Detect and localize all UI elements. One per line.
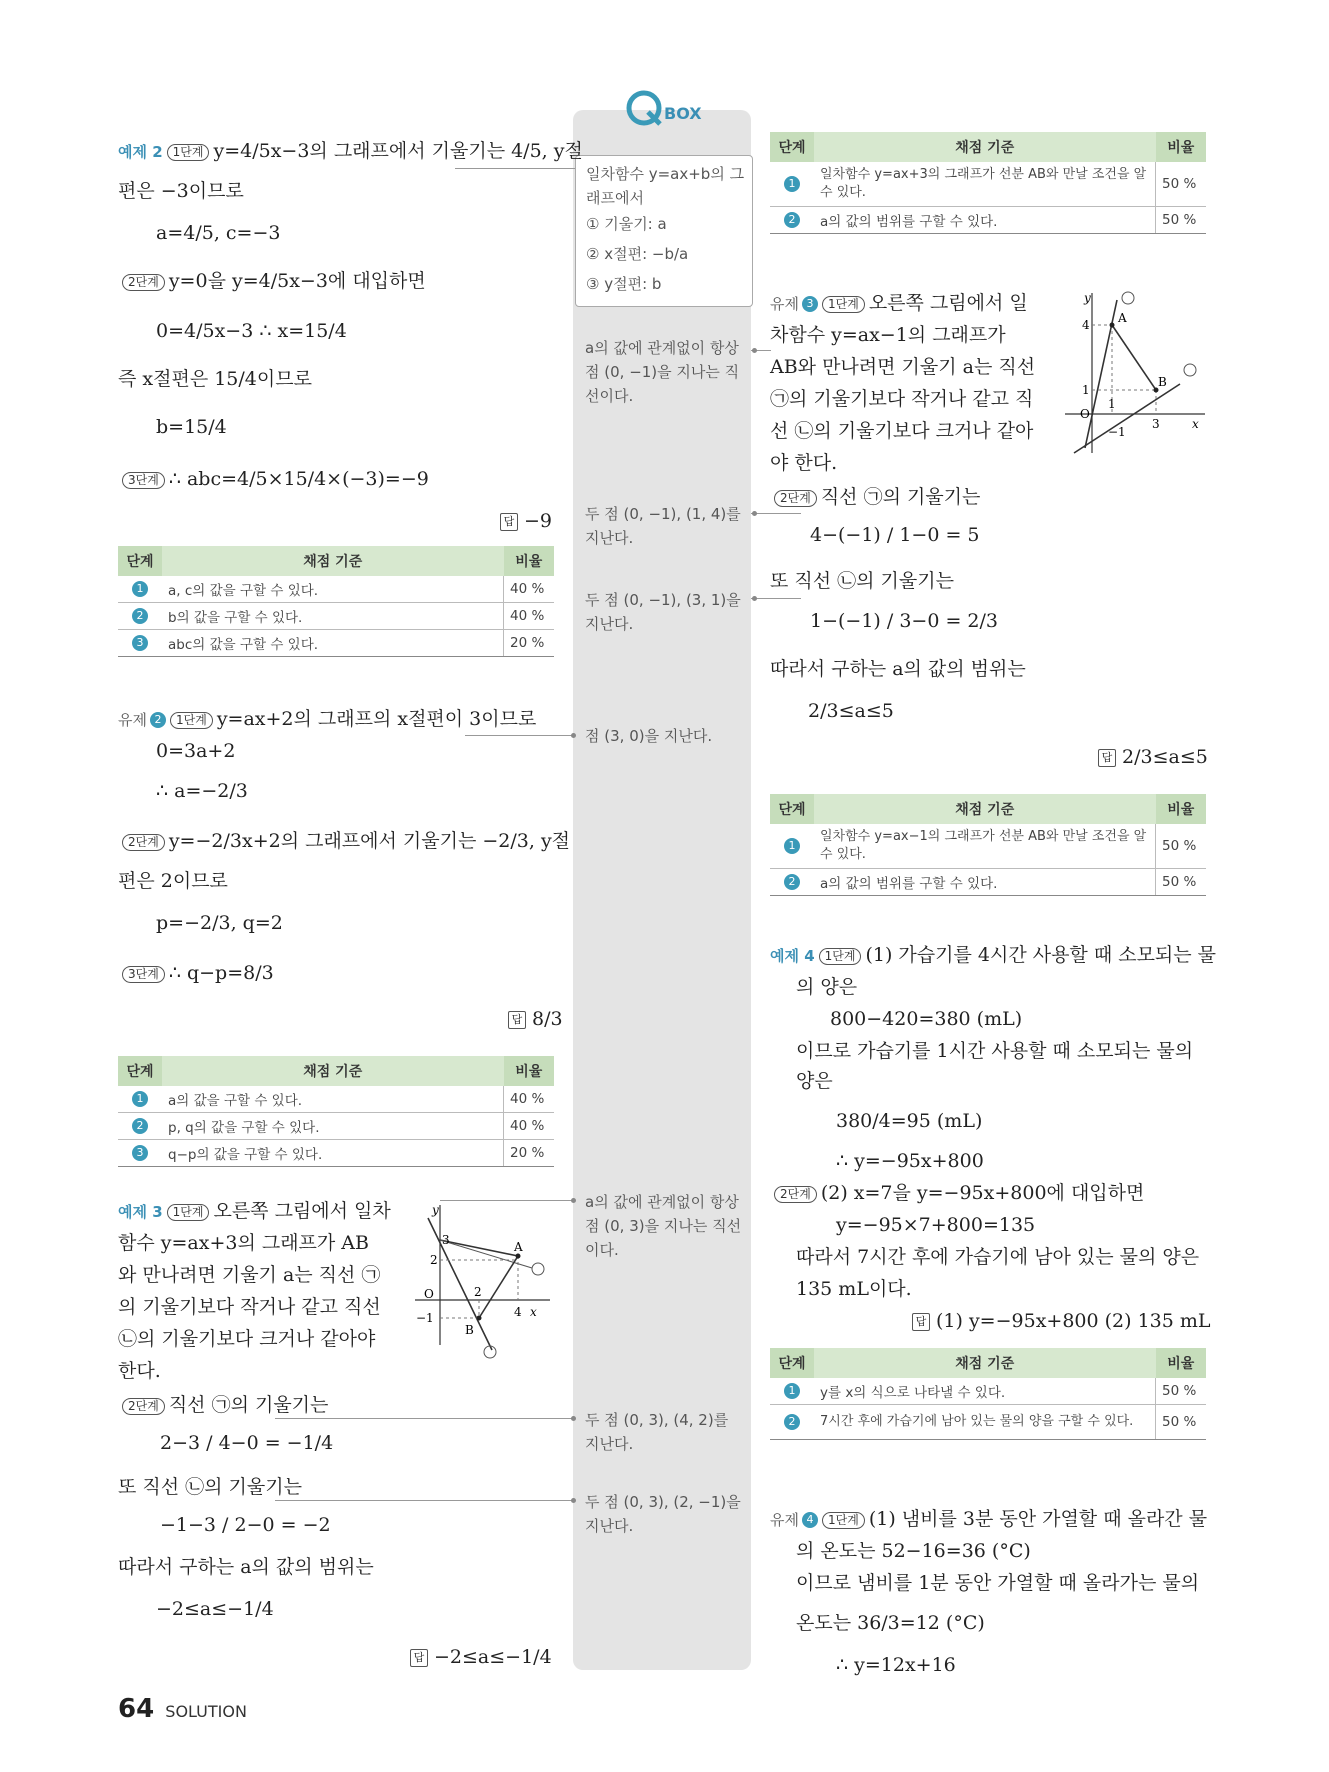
answer-icon: 답 — [508, 1011, 526, 1029]
yu3-number: 3 — [802, 296, 818, 312]
ex4-text: (2) x=7을 y=−95x+800에 대입하면 — [820, 1182, 1145, 1204]
ex2-line: a=4/5, c=−3 — [156, 222, 281, 244]
yu4-line: 의 온도는 52−16=36 (°C) — [796, 1540, 1031, 1562]
yu3-line: 차함수 y=ax−1의 그래프가 — [770, 324, 1006, 346]
scoring-table-1 — [118, 546, 554, 657]
answer-text: 8/3 — [532, 1008, 563, 1030]
svg-text:y: y — [432, 1203, 439, 1217]
side-note: 두 점 (0, 3), (2, −1)을 지난다. — [585, 1493, 741, 1535]
step-number: 2 — [784, 212, 800, 228]
criteria: q−p의 값을 구할 수 있다. — [162, 1140, 504, 1167]
step-tag: 1단계 — [819, 948, 862, 965]
step-number: 1 — [784, 1383, 800, 1399]
ex3-head: 예제 3 — [118, 1203, 163, 1221]
criteria: p, q의 값을 구할 수 있다. — [162, 1113, 504, 1140]
side-note: a의 값에 관계없이 항상 점 (0, −1)을 지나는 직선이다. — [585, 339, 740, 405]
th: 비율 — [1156, 1348, 1207, 1378]
ex4-line: 800−420=380 (mL) — [830, 1008, 1023, 1030]
yu3-text: 직선 ㉠의 기울기는 — [820, 486, 981, 508]
point-a — [1110, 323, 1115, 328]
th: 채점 기준 — [162, 1056, 504, 1086]
th: 채점 기준 — [162, 546, 504, 576]
ratio: 40 % — [504, 576, 555, 603]
yu3-line: 따라서 구하는 a의 값의 범위는 — [770, 658, 1026, 680]
scoring-table-2 — [118, 1056, 554, 1167]
step-tag: 2단계 — [122, 1398, 165, 1415]
yu3-line — [770, 290, 1028, 317]
yu3-line — [770, 484, 980, 510]
yu3-head: 유제 — [770, 295, 799, 313]
yu2-text: y=ax+2의 그래프의 x절편이 3이므로 — [216, 708, 537, 730]
svg-text:4: 4 — [1082, 318, 1090, 332]
step-number: 3 — [132, 1145, 148, 1161]
footer-label: SOLUTION — [165, 1702, 247, 1721]
answer-text: −2≤a≤−1/4 — [434, 1646, 552, 1668]
connector-dot — [571, 733, 576, 738]
ex4-head: 예제 4 — [770, 947, 815, 965]
th: 채점 기준 — [814, 132, 1156, 162]
yu3-line: 4−(−1) / 1−0 = 5 — [810, 524, 980, 546]
connector-dot — [571, 1498, 576, 1503]
criteria: y를 x의 식으로 나타낼 수 있다. — [814, 1378, 1156, 1405]
connector-dot — [571, 1416, 576, 1421]
line-ab — [440, 1240, 518, 1256]
ratio: 50 % — [1156, 162, 1207, 207]
yu2-line — [118, 706, 536, 733]
svg-text:B: B — [465, 1323, 474, 1337]
step-tag: 3단계 — [122, 966, 165, 983]
yu4-line: 이므로 냄비를 1분 동안 가열할 때 올라가는 물의 — [796, 1572, 1200, 1594]
ex3-line: −2≤a≤−1/4 — [156, 1598, 274, 1620]
step-tag: 1단계 — [170, 712, 213, 729]
th: 단계 — [118, 546, 162, 576]
th: 채점 기준 — [814, 1348, 1156, 1378]
footer — [118, 1694, 247, 1724]
ex4-line: y=−95×7+800=135 — [836, 1214, 1036, 1236]
connector-line — [455, 168, 575, 169]
step-tag: 1단계 — [822, 1512, 865, 1529]
yu3-graph — [1060, 288, 1210, 458]
yu3-line: 선 ㉡의 기울기보다 크거나 같아 — [770, 420, 1034, 442]
yu4-number: 4 — [802, 1512, 818, 1528]
ex3-line: 한다. — [118, 1360, 161, 1382]
svg-text:x: x — [530, 1305, 537, 1319]
svg-text:x: x — [1192, 417, 1199, 431]
page-number: 64 — [118, 1694, 155, 1724]
ex2-text: y=4/5x−3의 그래프에서 기울기는 4/5, y절 — [213, 140, 583, 162]
connector-line — [751, 513, 801, 514]
answer-icon: 답 — [410, 1649, 428, 1667]
ex2-text: y=0을 y=4/5x−3에 대입하면 — [168, 270, 426, 292]
step-tag: 2단계 — [774, 1186, 817, 1203]
th: 단계 — [770, 132, 814, 162]
yu3-line: ㉠의 기울기보다 작거나 같고 직 — [770, 388, 1034, 410]
step-number: 3 — [132, 635, 148, 651]
svg-text:1: 1 — [1082, 383, 1090, 397]
ratio: 20 % — [504, 630, 555, 657]
svg-text:y: y — [1084, 291, 1091, 305]
ex2-text: ∴ abc=4/5×15/4×(−3)=−9 — [168, 468, 429, 490]
answer-icon: 답 — [1098, 749, 1116, 767]
line-2 — [428, 1218, 492, 1350]
th: 비율 — [1156, 132, 1207, 162]
yu2-text: ∴ q−p=8/3 — [168, 962, 274, 984]
yu2-answer — [508, 1006, 563, 1032]
ex2-answer — [500, 508, 552, 534]
ratio: 50 % — [1156, 869, 1207, 896]
step-tag: 2단계 — [774, 490, 817, 507]
connector-dot — [752, 511, 757, 516]
th: 채점 기준 — [814, 794, 1156, 824]
ex2-line: b=15/4 — [156, 416, 227, 438]
yu3-text: 오른쪽 그림에서 일 — [868, 292, 1028, 314]
ratio: 50 % — [1156, 1378, 1207, 1405]
yu2-text: y=−2/3x+2의 그래프에서 기울기는 −2/3, y절 — [168, 830, 571, 852]
connector-line — [275, 1500, 573, 1501]
yu3-answer — [1098, 744, 1208, 770]
yu3-line: 2/3≤a≤5 — [808, 700, 894, 722]
yu4-line: 온도는 36/3=12 (°C) — [796, 1612, 985, 1634]
criteria: a, c의 값을 구할 수 있다. — [162, 576, 504, 603]
step-number: 1 — [132, 1091, 148, 1107]
ratio: 40 % — [504, 1086, 555, 1113]
scoring-table-4 — [770, 794, 1206, 896]
segment-ab — [1112, 325, 1156, 390]
ex3-text: 직선 ㉠의 기울기는 — [168, 1394, 329, 1416]
step-number: 2 — [784, 1414, 800, 1430]
connector-line — [465, 735, 573, 736]
ratio: 20 % — [504, 1140, 555, 1167]
yu3-line: 1−(−1) / 3−0 = 2/3 — [810, 610, 998, 632]
th: 단계 — [118, 1056, 162, 1086]
ex3-answer — [410, 1644, 552, 1670]
side-note: 두 점 (0, −1), (1, 4)를 지난다. — [585, 505, 741, 547]
ratio: 50 % — [1156, 207, 1207, 234]
svg-text:2: 2 — [474, 1285, 482, 1299]
svg-text:O: O — [424, 1287, 434, 1301]
step-tag: 1단계 — [822, 296, 865, 313]
th: 비율 — [1156, 794, 1207, 824]
yu2-head: 유제 — [118, 711, 147, 729]
ex2-line — [118, 138, 583, 165]
ex4-answer — [912, 1308, 1211, 1334]
step-tag: 2단계 — [122, 834, 165, 851]
ratio: 40 % — [504, 603, 555, 630]
side-note: 두 점 (0, 3), (4, 2)를 지난다. — [585, 1411, 729, 1453]
step-number: 2 — [784, 874, 800, 890]
ratio: 40 % — [504, 1113, 555, 1140]
ex3-line: −1−3 / 2−0 = −2 — [160, 1514, 331, 1536]
step-number: 2 — [132, 608, 148, 624]
ex3-line: 또 직선 ㉡의 기울기는 — [118, 1476, 302, 1498]
yu2-line: p=−2/3, q=2 — [156, 912, 283, 934]
ex3-line — [118, 1392, 328, 1418]
yu2-line: 0=3a+2 — [156, 740, 236, 762]
ex4-line — [770, 942, 1216, 969]
connector-line — [275, 1418, 573, 1419]
connector-dot — [752, 596, 757, 601]
ex4-line: 380/4=95 (mL) — [836, 1110, 983, 1132]
ex4-text: (1) 가습기를 4시간 사용할 때 소모되는 물 — [865, 944, 1217, 966]
criteria: abc의 값을 구할 수 있다. — [162, 630, 504, 657]
svg-text:−1: −1 — [1108, 425, 1126, 439]
svg-text:1: 1 — [1108, 397, 1116, 411]
svg-text:−1: −1 — [416, 1311, 434, 1325]
ex4-line: 이므로 가습기를 1시간 사용할 때 소모되는 물의 — [796, 1040, 1194, 1062]
criteria: a의 값의 범위를 구할 수 있다. — [814, 869, 1156, 896]
th: 비율 — [504, 1056, 555, 1086]
step-number: 1 — [132, 581, 148, 597]
ratio: 50 % — [1156, 824, 1207, 869]
svg-text:3: 3 — [442, 1233, 450, 1247]
qbox-theory — [575, 155, 753, 307]
answer-text: 2/3≤a≤5 — [1122, 746, 1208, 768]
ex3-line: 와 만나려면 기울기 a는 직선 ㉠ — [118, 1264, 381, 1286]
connector-line — [751, 598, 801, 599]
ex4-line: ∴ y=−95x+800 — [836, 1150, 984, 1172]
criteria: 7시간 후에 가습기에 남아 있는 물의 양을 구할 수 있다. — [814, 1405, 1156, 1440]
theory-line: 일차함수 y=ax+b의 그래프에서 — [586, 165, 745, 207]
ratio: 50 % — [1156, 1405, 1207, 1440]
answer-text: (1) y=−95x+800 (2) 135 mL — [936, 1310, 1211, 1332]
ex2-line — [118, 466, 429, 492]
yu2-line: ∴ a=−2/3 — [156, 780, 248, 802]
ex3-line: 의 기울기보다 작거나 같고 직선 — [118, 1296, 381, 1318]
line-1 — [1074, 384, 1180, 453]
ex4-line: 따라서 7시간 후에 가습기에 남아 있는 물의 양은 — [796, 1246, 1200, 1268]
ex4-line — [770, 1180, 1144, 1206]
yu2-number: 2 — [150, 712, 166, 728]
th: 단계 — [770, 794, 814, 824]
yu3-line: 야 한다. — [770, 452, 838, 474]
svg-text:2: 2 — [430, 1253, 438, 1267]
svg-text:B: B — [1158, 375, 1167, 389]
step-number: 1 — [784, 176, 800, 192]
yu3-line: AB와 만나려면 기울기 a는 직선 — [770, 356, 1036, 378]
yu4-line: ∴ y=12x+16 — [836, 1654, 956, 1676]
theory-line: ③ y절편: b — [586, 275, 662, 293]
criteria: 일차함수 y=ax−1의 그래프가 선분 AB와 만날 조건을 알 수 있다. — [814, 824, 1156, 869]
svg-text:3: 3 — [1152, 417, 1160, 431]
ex2-line: 편은 −3이므로 — [118, 180, 244, 202]
theory-line: ② x절편: −b/a — [586, 245, 689, 263]
side-note: 두 점 (0, −1), (3, 1)을 지난다. — [585, 591, 741, 633]
ex2-line — [118, 268, 426, 294]
ex3-line — [118, 1198, 391, 1225]
ex2-head: 예제 2 — [118, 143, 163, 161]
step-tag: 1단계 — [167, 1204, 210, 1221]
ex2-line: 0=4/5x−3 ∴ x=15/4 — [156, 320, 347, 342]
ex4-line: 의 양은 — [796, 976, 858, 998]
criteria: b의 값을 구할 수 있다. — [162, 603, 504, 630]
criteria: a의 값의 범위를 구할 수 있다. — [814, 207, 1156, 234]
yu4-text: (1) 냄비를 3분 동안 가열할 때 올라간 물 — [868, 1508, 1208, 1530]
criteria: a의 값을 구할 수 있다. — [162, 1086, 504, 1113]
ex3-text: 오른쪽 그림에서 일차 — [213, 1200, 391, 1222]
svg-text:O: O — [1080, 407, 1090, 421]
step-number: 1 — [784, 838, 800, 854]
yu2-line: 편은 2이므로 — [118, 870, 228, 892]
scoring-table-3 — [770, 132, 1206, 234]
ex3-line: 2−3 / 4−0 = −1/4 — [160, 1432, 334, 1454]
ex3-graph — [410, 1200, 560, 1360]
step-tag: 1단계 — [167, 144, 210, 161]
yu2-line — [118, 828, 570, 854]
side-note: a의 값에 관계없이 항상 점 (0, 3)을 지나는 직선이다. — [585, 1193, 742, 1259]
point-a — [516, 1254, 521, 1259]
svg-text:A: A — [1118, 311, 1127, 325]
svg-text:4: 4 — [514, 1305, 522, 1319]
th: 비율 — [504, 546, 555, 576]
step-number: 2 — [132, 1118, 148, 1134]
ex4-line: 135 mL이다. — [796, 1278, 912, 1300]
yu4-head: 유제 — [770, 1511, 799, 1529]
answer-icon: 답 — [912, 1313, 930, 1331]
qbox-label: BOX — [664, 104, 702, 123]
segment-ab — [479, 1256, 518, 1318]
answer-icon: 답 — [500, 513, 518, 531]
theory-line: ① 기울기: a — [586, 215, 667, 233]
scoring-table-5 — [770, 1348, 1206, 1440]
ex3-line: 따라서 구하는 a의 값의 범위는 — [118, 1556, 374, 1578]
ex2-line: 즉 x절편은 15/4이므로 — [118, 368, 312, 390]
yu3-line: 또 직선 ㉡의 기울기는 — [770, 570, 954, 592]
connector-dot — [752, 348, 757, 353]
yu4-line — [770, 1506, 1207, 1533]
ex4-line: 양은 — [796, 1070, 833, 1092]
step-tag: 2단계 — [122, 274, 165, 291]
yu2-line — [118, 960, 274, 986]
answer-text: −9 — [524, 510, 553, 532]
ex3-line: 함수 y=ax+3의 그래프가 AB — [118, 1232, 369, 1254]
ex3-line: ㉡의 기울기보다 크거나 같아야 — [118, 1328, 376, 1350]
point-b — [477, 1316, 482, 1321]
step-tag: 3단계 — [122, 472, 165, 489]
th: 단계 — [770, 1348, 814, 1378]
side-note: 점 (3, 0)을 지난다. — [585, 727, 713, 745]
svg-text:A: A — [514, 1240, 523, 1254]
criteria: 일차함수 y=ax+3의 그래프가 선분 AB와 만날 조건을 알 수 있다. — [814, 162, 1156, 207]
connector-dot — [571, 1198, 576, 1203]
